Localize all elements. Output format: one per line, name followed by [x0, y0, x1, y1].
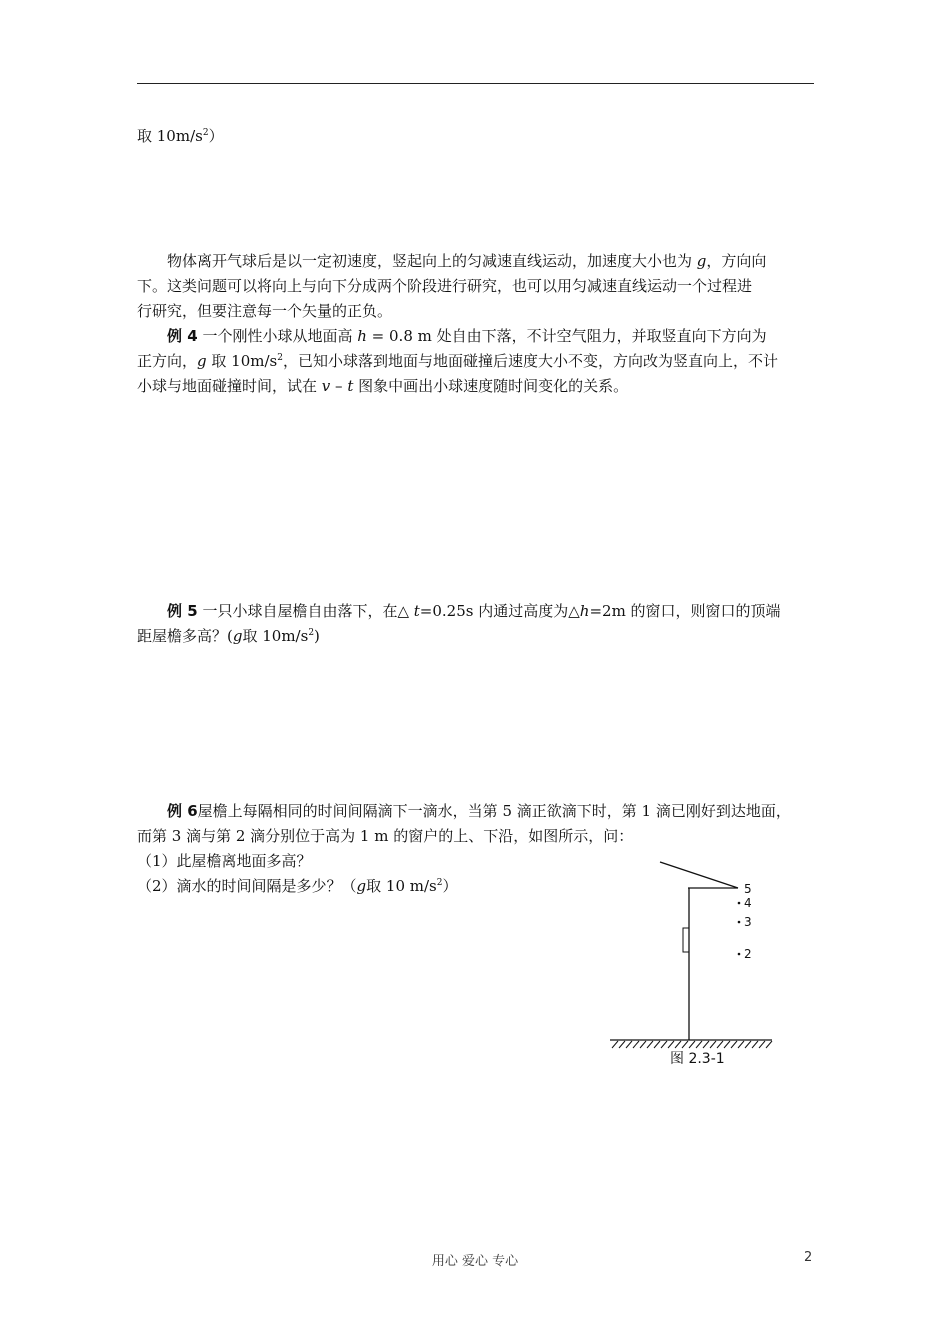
drop-label-5: 5: [744, 882, 752, 896]
paragraph-line-2: 下。这类问题可以将向上与向下分成两个阶段进行研究，也可以用匀减速直线运动一个过程进: [137, 277, 753, 295]
header-rule: [137, 83, 814, 84]
text: （2）滴水的时间间隔是多少？（: [137, 877, 357, 895]
text: ): [314, 627, 320, 645]
symbol-v: v: [321, 377, 331, 395]
example6-question-2: [137, 876, 458, 896]
fragment-end: ）: [208, 127, 224, 145]
drop-label-2: 2: [744, 947, 752, 961]
paragraph-line-1: [167, 251, 766, 271]
previous-question-fragment: [137, 126, 224, 146]
text: =0.25s 内通过高度为△: [419, 602, 580, 620]
example5-line-1: [167, 601, 781, 621]
example6-line-2: 而第 3 滴与第 2 滴分别位于高为 1 m 的窗户的上、下沿，如图所示，问：: [137, 827, 634, 845]
ground-hatching: [612, 1041, 772, 1048]
fragment-text: 取 10m/s: [137, 127, 203, 145]
symbol-g: g: [232, 627, 243, 645]
example4-line-3: [137, 376, 628, 396]
paragraph-line-3: 行研究，但要注意每一个矢量的正负。: [137, 302, 393, 320]
figure-diagram: [600, 855, 780, 1070]
example4-line-1: [167, 326, 767, 346]
example6-label: 例 6: [167, 802, 198, 820]
symbol-t: t: [413, 602, 420, 620]
example4-line-2: [137, 351, 778, 371]
text: 屋檐上每隔相同的时间间隔滴下一滴水，当第 5 滴正欲滴下时，第 1 滴已刚好到达地面，: [197, 802, 791, 820]
text: 取 10m/s: [206, 352, 278, 370]
text: 距屋檐多高？(: [137, 627, 233, 645]
symbol-g: g: [356, 877, 367, 895]
text: ，方向向: [706, 252, 767, 270]
example6-question-1: （1）此屋檐离地面多高？: [137, 852, 312, 870]
water-drop-figure: [600, 855, 780, 1070]
example5-line-2: [137, 626, 320, 646]
example5-label: 例 5: [167, 602, 198, 620]
text: 一个刚性小球从地面高: [202, 327, 358, 345]
text: 正方向，: [137, 352, 198, 370]
symbol-g: g: [197, 352, 207, 370]
figure-caption: 图 2.3-1: [670, 1051, 725, 1067]
text: =2m 的窗口，则窗口的顶端: [589, 602, 781, 620]
symbol-g: g: [696, 252, 707, 270]
drop-2: [738, 953, 741, 956]
text: 取 10 m/s: [366, 877, 437, 895]
symbol-h: h: [357, 327, 367, 345]
window: [683, 928, 689, 952]
text: ）: [442, 877, 458, 895]
superscript: 2: [308, 628, 315, 638]
text: –: [330, 377, 348, 395]
example6-line-1: [167, 801, 791, 821]
example4-label: 例 4: [167, 327, 198, 345]
symbol-t: t: [347, 377, 354, 395]
symbol-h: h: [579, 602, 590, 620]
drop-label-3: 3: [744, 915, 752, 929]
roof-eave: [660, 862, 738, 888]
superscript: 2: [277, 353, 283, 363]
text: 图象中画出小球速度随时间变化的关系。: [353, 377, 629, 395]
text: = 0.8 m 处自由下落，不计空气阻力，并取竖直向下方向为: [366, 327, 767, 345]
superscript: 2: [202, 128, 209, 138]
drop-label-4: 4: [744, 896, 752, 910]
page-number: 2: [804, 1250, 813, 1265]
drop-4: [738, 902, 741, 905]
text: 小球与地面碰撞时间，试在: [137, 377, 322, 395]
superscript: 2: [436, 878, 443, 888]
text: 物体离开气球后是以一定初速度，竖起向上的匀减速直线运动，加速度大小也为: [167, 252, 697, 270]
drop-3: [738, 921, 741, 924]
text: ，已知小球落到地面与地面碰撞后速度大小不变，方向改为竖直向上，不计: [282, 352, 778, 370]
text: 一只小球自屋檐自由落下，在△: [202, 602, 414, 620]
text: 取 10m/s: [242, 627, 309, 645]
footer-slogan: 用心 爱心 专心: [431, 1254, 519, 1269]
